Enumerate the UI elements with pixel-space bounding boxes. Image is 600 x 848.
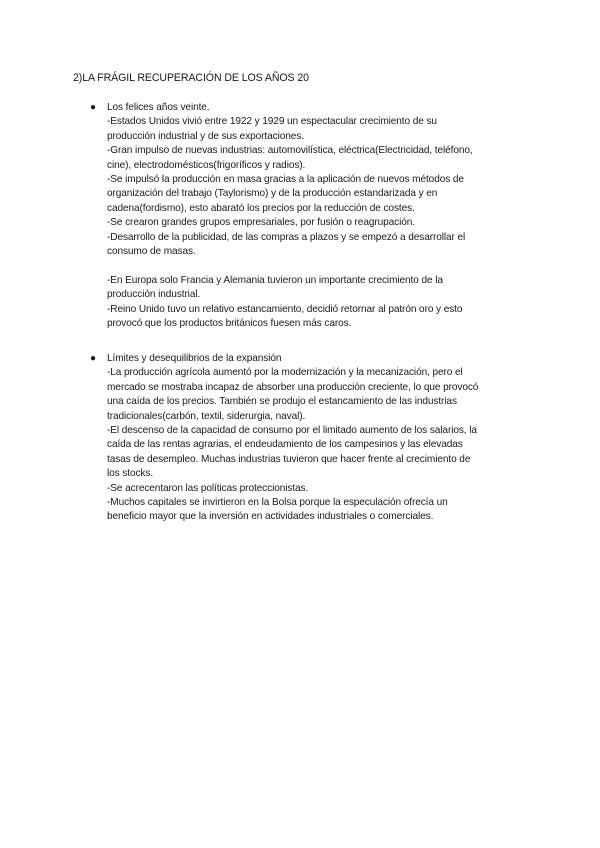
paragraph-line: -Se impulsó la producción en masa gracias a la aplicación de nuevos métodos de — [107, 174, 464, 186]
paragraph-line: -Desarrollo de la publicidad, de las compras a plazos y se empezó a desarrollar el — [107, 231, 466, 243]
paragraph-line: tradicionales(carbón, textil, siderurgia, naval). — [107, 410, 306, 422]
paragraph-line: una caída de los precios. También se produjo el estancamiento de las industrias — [107, 396, 457, 408]
paragraph-line: provocó que los productos británicos fuesen más caros. — [107, 318, 352, 330]
paragraph-line: -Muchos capitales se invirtieron en la Bolsa porque la especulación ofrecía un — [107, 497, 448, 509]
paragraph-line: beneficio mayor que la inversión en actividades industriales o comerciales. — [107, 511, 434, 523]
section-body — [107, 101, 519, 331]
bullet-icon: ● — [90, 102, 97, 113]
bullet-icon: ● — [90, 353, 97, 364]
paragraph-line: tasas de desempleo. Muchas industrias tuvieron que hacer frente al crecimiento de — [107, 453, 471, 465]
paragraph-line: producción industrial y de sus exportaciones. — [107, 130, 304, 142]
section-heading: Límites y desequilibrios de la expansión — [107, 353, 282, 364]
paragraph-line: cadena(fordismo), esto abarató los precios por la reducción de costes. — [107, 202, 415, 214]
paragraph-line: -La producción agrícola aumentó por la modernización y la mecanización, pero el — [107, 367, 463, 379]
paragraph-line: -Se crearon grandes grupos empresariales, por fusión o reagrupación. — [107, 217, 415, 229]
paragraph-line: mercado se mostraba incapaz de absorber una producción creciente, lo que provocó — [107, 381, 479, 393]
blank-line — [107, 259, 519, 273]
document-title: 2)LA FRÁGIL RECUPERACIÓN DE LOS AÑOS 20 — [73, 72, 309, 84]
section-body — [107, 352, 519, 525]
paragraph-line: -Gran impulso de nuevas industrias: automovilística, eléctrica(Electricidad, teléfono, — [107, 145, 473, 157]
paragraph-line: -Reino Unido tuvo un relativo estancamiento, decidió retornar al patrón oro y esto — [107, 303, 463, 315]
paragraph-line: caída de las rentas agrarias, el endeudamiento de los campesinos y las elevadas — [107, 439, 463, 451]
paragraph-line: cine), electrodomésticos(frigoríficos y radios). — [107, 159, 306, 171]
paragraph-line: producción industrial. — [107, 289, 201, 301]
paragraph-line: -El descenso de la capacidad de consumo por el limitado aumento de los salarios, la — [107, 425, 477, 437]
section-heading: Los felices años veinte. — [107, 102, 210, 113]
paragraph-line: consumo de masas. — [107, 246, 196, 258]
paragraph-line: -Se acrecentaron las políticas proteccionistas. — [107, 482, 309, 494]
paragraph-line: los stocks. — [107, 468, 154, 480]
paragraph-line: organización del trabajo (Taylorismo) y de la producción estandarizada y en — [107, 188, 438, 200]
paragraph-line: -En Europa solo Francia y Alemania tuvieron un importante crecimiento de la — [107, 274, 443, 286]
paragraph-line: -Estados Unidos vivió entre 1922 y 1929 un espectacular crecimiento de su — [107, 116, 437, 128]
